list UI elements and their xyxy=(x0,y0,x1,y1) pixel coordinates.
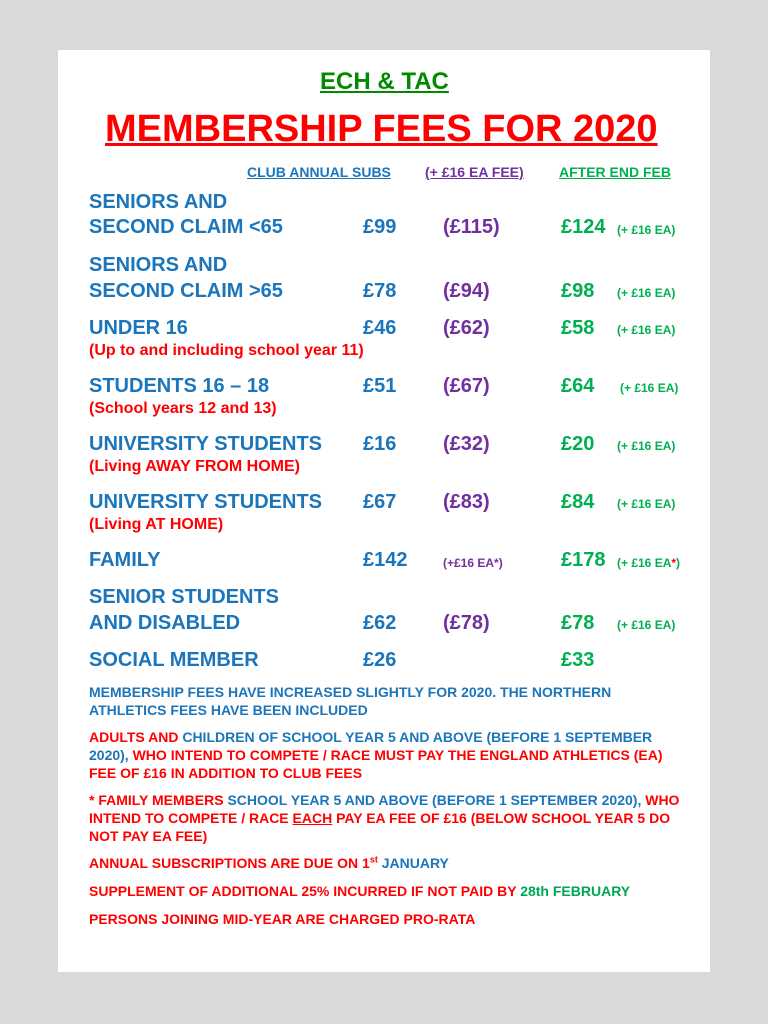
row-uni-away-ea: (£32) xyxy=(443,433,490,455)
row-senior-students-line1: SENIOR STUDENTS xyxy=(89,586,280,608)
row-uni-home-price: £67 xyxy=(363,491,397,513)
note-family: * FAMILY MEMBERS SCHOOL YEAR 5 AND ABOVE (BEFORE 1 SEPTEMBER 2020), WHO INTEND TO COMPETE / RACE EACH PAY EA FEE OF £16 (BELOW SCHOOL YEAR 5 DO NOT PAY EA FEE) xyxy=(89,792,680,844)
row-uni-away-note: (+ £16 EA) xyxy=(617,439,676,453)
row-social-price: £26 xyxy=(363,649,397,671)
row-uni-away-sub: (Living AWAY FROM HOME) xyxy=(89,458,300,475)
row-uni-away-late: £20 xyxy=(561,433,595,455)
org-name: ECH & TAC xyxy=(320,68,449,95)
row-senior-students-late: £78 xyxy=(561,612,595,634)
row-uni-home-note: (+ £16 EA) xyxy=(617,497,676,511)
row-senior-students-line2: AND DISABLED xyxy=(89,612,241,634)
row-seniors-u65-note: (+ £16 EA) xyxy=(617,223,676,237)
row-seniors-o65-line1: SENIORS AND xyxy=(89,254,228,276)
row-seniors-u65-late: £124 xyxy=(561,216,606,238)
row-family-ea: (+£16 EA*) xyxy=(443,556,503,570)
note-adults: ADULTS AND CHILDREN OF SCHOOL YEAR 5 AND ABOVE (BEFORE 1 SEPTEMBER 2020), WHO INTEND TO COMPETE / RACE MUST PAY THE ENGLAND ATHLETICS (EA) FEE OF £16 IN ADDITION TO CLUB FEES xyxy=(89,729,663,781)
row-seniors-u65-price: £99 xyxy=(363,216,397,238)
row-seniors-o65-price: £78 xyxy=(363,280,397,302)
row-family-line1: FAMILY xyxy=(89,549,161,571)
row-under16-note: (+ £16 EA) xyxy=(617,323,676,337)
col-header-subs: CLUB ANNUAL SUBS xyxy=(247,164,391,180)
note-supplement: SUPPLEMENT OF ADDITIONAL 25% INCURRED IF NOT PAID BY 28th FEBRUARY xyxy=(89,883,631,899)
row-under16-ea: (£62) xyxy=(443,317,490,339)
row-students-sub: (School years 12 and 13) xyxy=(89,400,277,417)
row-senior-students-ea: (£78) xyxy=(443,612,490,634)
col-header-ea: (+ £16 EA FEE) xyxy=(425,164,524,180)
row-students-ea: (£67) xyxy=(443,375,490,397)
row-under16-line1: UNDER 16 xyxy=(89,317,188,339)
row-uni-home-line1: UNIVERSITY STUDENTS xyxy=(89,491,322,513)
row-senior-students-note: (+ £16 EA) xyxy=(617,618,676,632)
row-uni-home-sub: (Living AT HOME) xyxy=(89,516,224,533)
row-seniors-u65-ea: (£115) xyxy=(443,216,500,238)
row-students-late: £64 xyxy=(561,375,595,397)
note-increase: MEMBERSHIP FEES HAVE INCREASED SLIGHTLY FOR 2020. THE NORTHERN ATHLETICS FEES HAVE BEEN INCLUDED xyxy=(89,684,612,718)
row-senior-students-price: £62 xyxy=(363,612,397,634)
row-seniors-u65-line1: SENIORS AND xyxy=(89,191,228,213)
row-students-note: (+ £16 EA) xyxy=(620,381,679,395)
fee-sheet xyxy=(58,50,710,972)
row-seniors-u65-line2: SECOND CLAIM <65 xyxy=(89,216,283,238)
row-seniors-o65-ea: (£94) xyxy=(443,280,490,302)
note-prorata: PERSONS JOINING MID-YEAR ARE CHARGED PRO-RATA xyxy=(89,911,476,927)
row-under16-price: £46 xyxy=(363,317,397,339)
row-seniors-o65-late: £98 xyxy=(561,280,595,302)
row-family-price: £142 xyxy=(363,549,408,571)
row-under16-sub: (Up to and including school year 11) xyxy=(89,342,364,359)
row-social-line1: SOCIAL MEMBER xyxy=(89,649,259,671)
note-due-date: ANNUAL SUBSCRIPTIONS ARE DUE ON 1st JANUARY xyxy=(89,854,449,871)
row-uni-home-late: £84 xyxy=(561,491,595,513)
row-uni-home-ea: (£83) xyxy=(443,491,490,513)
page-title: MEMBERSHIP FEES FOR 2020 xyxy=(105,108,658,150)
col-header-late: AFTER END FEB xyxy=(559,164,671,180)
row-social-late: £33 xyxy=(561,649,595,671)
row-students-line1: STUDENTS 16 – 18 xyxy=(89,375,270,397)
row-under16-late: £58 xyxy=(561,317,595,339)
row-seniors-o65-note: (+ £16 EA) xyxy=(617,286,676,300)
row-family-late: £178 xyxy=(561,549,606,571)
row-family-note: (+ £16 EA*) xyxy=(617,556,681,570)
row-seniors-o65-line2: SECOND CLAIM >65 xyxy=(89,280,283,302)
row-uni-away-price: £16 xyxy=(363,433,397,455)
row-students-price: £51 xyxy=(363,375,397,397)
row-uni-away-line1: UNIVERSITY STUDENTS xyxy=(89,433,322,455)
